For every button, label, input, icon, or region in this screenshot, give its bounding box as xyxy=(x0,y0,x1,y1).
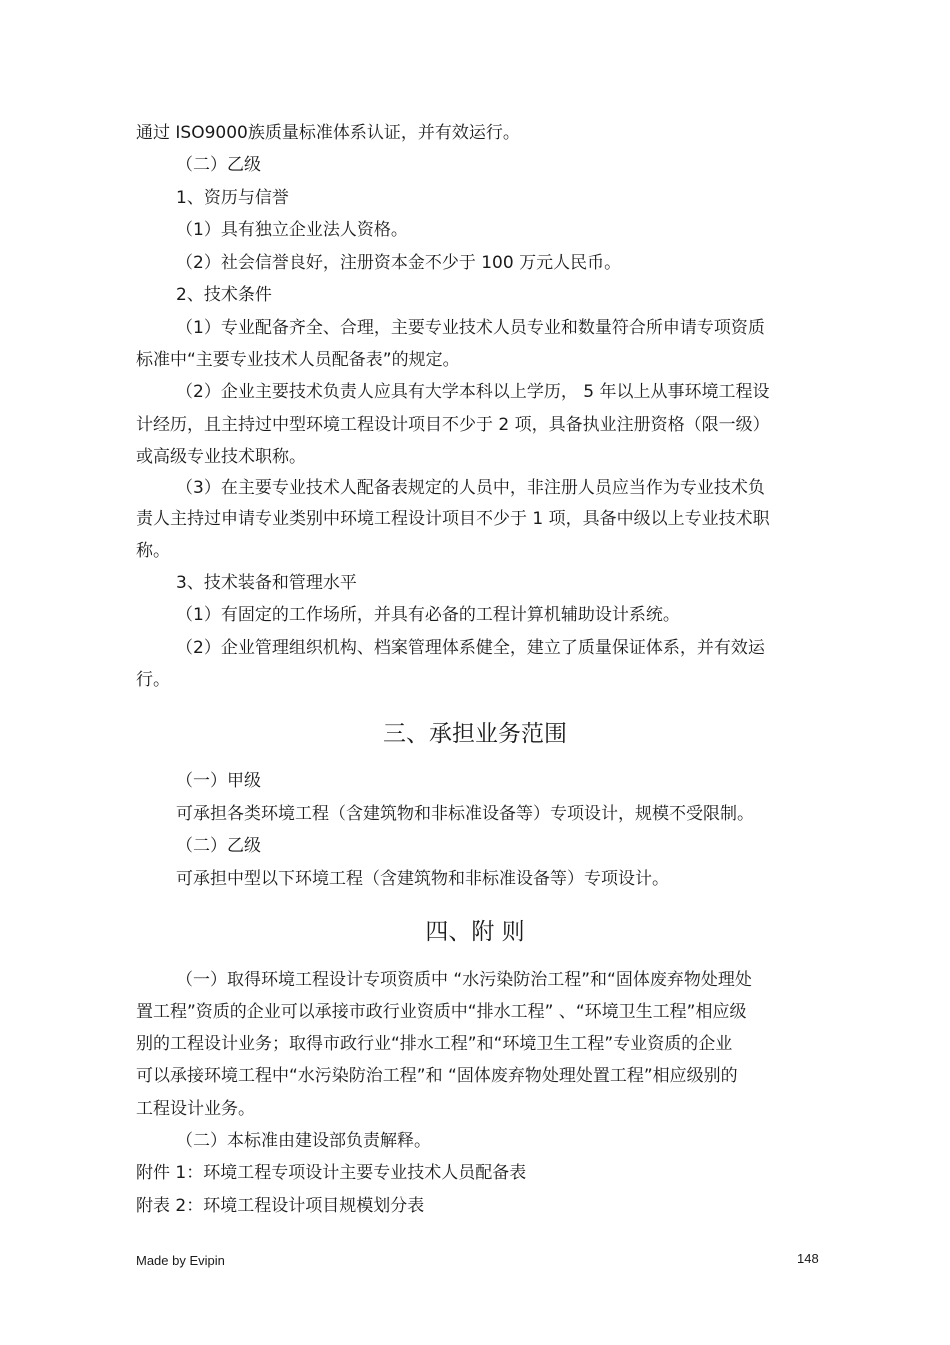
section-heading: 四、附 则 xyxy=(425,919,525,945)
section-line: （一）取得环境工程设计专项资质中 “水污染防治工程”和“固体废弃物处理处 xyxy=(176,970,752,990)
body-line: （2）企业主要技术负责人应具有大学本科以上学历， 5 年以上从事环境工程设 xyxy=(176,382,770,402)
body-line: （1）专业配备齐全、合理，主要专业技术人员专业和数量符合所申请专项资质 xyxy=(176,318,765,338)
body-line: 1、资历与信誉 xyxy=(176,188,289,208)
body-line: （2）企业管理组织机构、档案管理体系健全，建立了质量保证体系，并有效运 xyxy=(176,638,765,658)
body-line: 行。 xyxy=(136,670,170,690)
section-heading: 三、承担业务范围 xyxy=(383,721,567,747)
section-line: （二）本标准由建设部负责解释。 xyxy=(176,1131,431,1151)
body-line: 或高级专业技术职称。 xyxy=(136,447,306,467)
section-line: （一）甲级 xyxy=(176,771,261,791)
attachment-line: 附件 1：环境工程专项设计主要专业技术人员配备表 xyxy=(136,1163,527,1183)
body-line: （1）具有独立企业法人资格。 xyxy=(176,220,408,240)
section-line: 可承担中型以下环境工程（含建筑物和非标准设备等）专项设计。 xyxy=(176,869,669,889)
attachment-line: 附表 2：环境工程设计项目规模划分表 xyxy=(136,1196,425,1216)
body-line: （2）社会信誉良好，注册资本金不少于 100 万元人民币。 xyxy=(176,253,622,273)
body-line: 计经历，且主持过中型环境工程设计项目不少于 2 项，具备执业注册资格（限一级） xyxy=(136,415,770,435)
section-line: 可以承接环境工程中“水污染防治工程”和 “固体废弃物处理处置工程”相应级别的 xyxy=(136,1066,738,1086)
body-line: 3、技术装备和管理水平 xyxy=(176,573,357,593)
body-line: 称。 xyxy=(136,541,170,561)
body-line: 标准中“主要专业技术人员配备表”的规定。 xyxy=(136,350,460,370)
section-line: （二）乙级 xyxy=(176,836,261,856)
body-line: 2、技术条件 xyxy=(176,285,272,305)
footer-credit: Made by Evipin xyxy=(136,1253,225,1268)
section-line: 别的工程设计业务；取得市政行业“排水工程”和“环境卫生工程”专业资质的企业 xyxy=(136,1034,733,1054)
page-number: 148 xyxy=(797,1251,819,1266)
body-line: （1）有固定的工作场所，并具有必备的工程计算机辅助设计系统。 xyxy=(176,605,680,625)
body-line: 责人主持过申请专业类别中环境工程设计项目不少于 1 项，具备中级以上专业技术职 xyxy=(136,509,770,529)
body-line: （二）乙级 xyxy=(176,155,261,175)
body-line: 通过 ISO9000族质量标准体系认证，并有效运行。 xyxy=(136,123,520,143)
section-line: 工程设计业务。 xyxy=(136,1099,255,1119)
section-line: 可承担各类环境工程（含建筑物和非标准设备等）专项设计，规模不受限制。 xyxy=(176,804,754,824)
section-line: 置工程”资质的企业可以承接市政行业资质中“排水工程” 、“环境卫生工程”相应级 xyxy=(136,1002,747,1022)
body-line: （3）在主要专业技术人配备表规定的人员中，非注册人员应当作为专业技术负 xyxy=(176,478,765,498)
